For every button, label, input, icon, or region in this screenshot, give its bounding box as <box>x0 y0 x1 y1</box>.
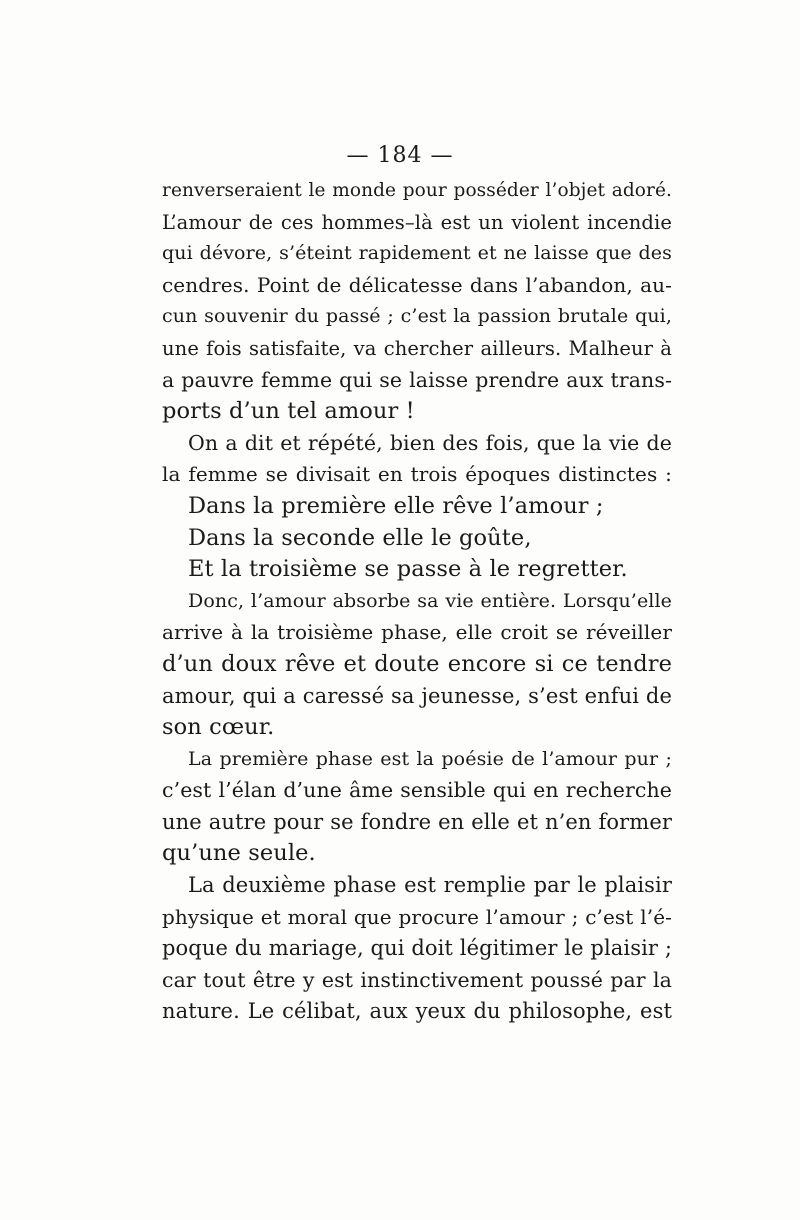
text-line: poque du mariage, qui doit légitimer le plaisir ; <box>162 936 672 961</box>
text-line: arrive à la troisième phase, elle croit se réveiller <box>162 620 672 645</box>
text-line: Donc, l’amour absorbe sa vie entière. Lorsqu’elle <box>188 589 672 612</box>
text-line: La deuxième phase est remplie par le plaisir <box>188 873 672 898</box>
page-text <box>162 175 672 1028</box>
text-line: nature. Le célibat, aux yeux du philosophe, est <box>162 999 672 1024</box>
text-line: une fois satisfaite, va chercher ailleurs. Malheur à <box>162 336 672 360</box>
text-line: a pauvre femme qui se laisse prendre aux trans- <box>162 367 672 392</box>
text-line: une autre pour se fondre en elle et n’en former <box>162 809 672 834</box>
text-line: d’un doux rêve et doute encore si ce tendre <box>162 650 672 677</box>
text-line: L’amour de ces hommes–là est un violent incendie <box>162 210 672 234</box>
text-line: la femme se divisait en trois époques distinctes : <box>162 462 672 487</box>
text-line: La première phase est la poésie de l’amour pur ; <box>188 747 672 770</box>
text-line: car tout être y est instinctivement poussé par la <box>162 967 672 992</box>
text-line: On a dit et répété, bien des fois, que la vie de <box>188 430 672 455</box>
text-line: son cœur. <box>162 714 275 741</box>
text-line: cendres. Point de délicatesse dans l’abandon, au- <box>162 272 672 297</box>
text-line: qu’une seule. <box>162 840 316 867</box>
text-line: Dans la seconde elle le goûte, <box>188 524 532 551</box>
text-line: amour, qui a caressé sa jeunesse, s’est enfui de <box>162 683 672 708</box>
text-line: qui dévore, s’éteint rapidement et ne laisse que des <box>162 242 672 265</box>
text-line: cun souvenir du passé ; c’est la passion brutale qui, <box>162 305 672 328</box>
text-line: physique et moral que procure l’amour ; c’est l’é- <box>162 904 672 929</box>
text-line: c’est l’élan d’une âme sensible qui en recherche <box>162 778 672 803</box>
page-number: — 184 — <box>346 143 454 168</box>
text-line: Et la troisième se passe à le regretter. <box>188 556 628 583</box>
text-line: renverseraient le monde pour posséder l’objet adoré. <box>162 180 672 201</box>
text-line: Dans la première elle rêve l’amour ; <box>188 492 604 519</box>
text-line: ports d’un tel amour ! <box>162 398 415 425</box>
